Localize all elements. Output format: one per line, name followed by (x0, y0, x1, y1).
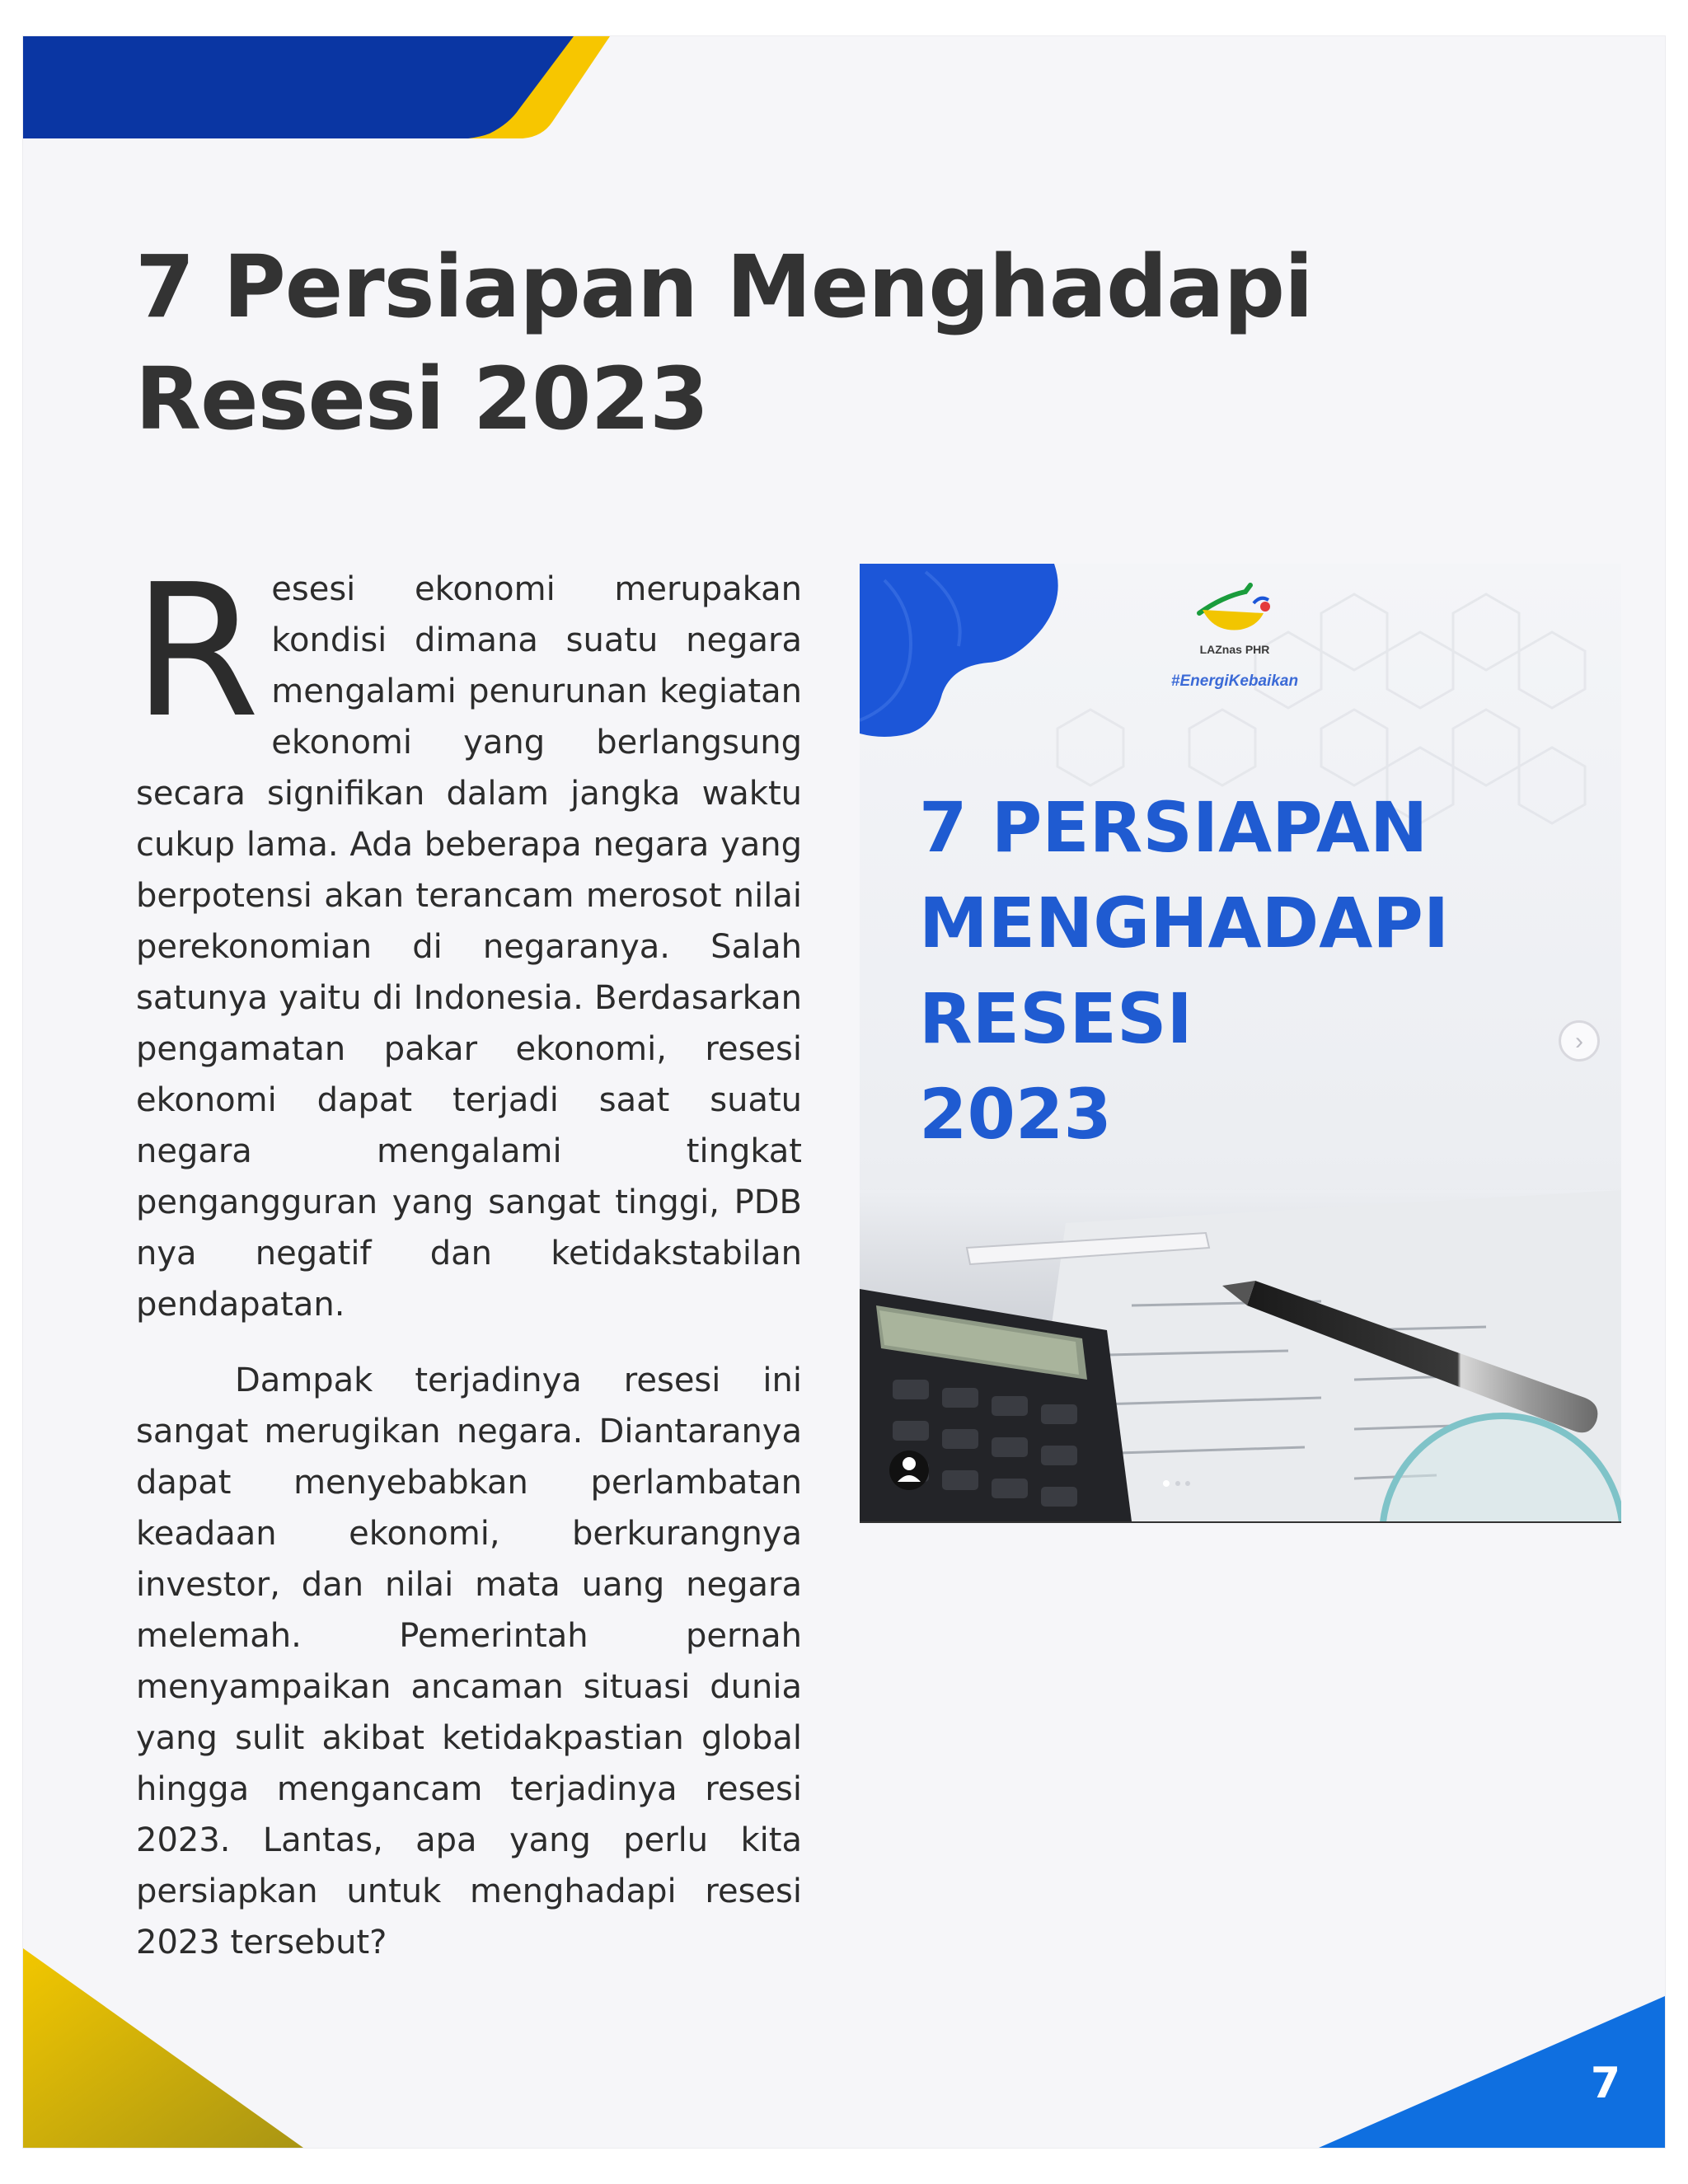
footer-left-decoration (23, 1948, 320, 2148)
illustration-title-line-3: RESESI (919, 978, 1193, 1059)
paragraph-2: Dampak terjadinya resesi ini sangat merugikan negara. Diantaranya dapat menyebabkan perlambatan keadaan ekonomi, berkurangnya investor, dan nilai mata uang negara melemah. Pemerintah pernah menyampaikan ancaman situasi dunia yang sulit akibat ketidakpastian global hingga mengancam terjadinya resesi 2023. Lantas, apa yang perlu kita persiapkan untuk menghadapi resesi 2023 tersebut? (136, 1361, 802, 1961)
page-title-line-2: Resesi 2023 (135, 349, 709, 449)
page-number: 7 (1590, 2059, 1621, 2108)
article-body (133, 546, 802, 1968)
illustration-title-line-4: 2023 (919, 1074, 1112, 1155)
logo-name: LAZnas PHR (1199, 643, 1270, 656)
paragraph-1-text: esesi ekonomi merupakan kondisi dimana suatu negara mengalami penurunan kegiatan ekonomi yang berlangsung secara signifikan dalam jangka waktu cukup lama. Ada beberapa negara yang berpotensi akan terancam merosot nilai perekonomian di negaranya. Salah satunya yaitu di Indonesia. Berdasarkan pengamatan pakar ekonomi, resesi ekonomi dapat terjadi saat suatu negara mengalami tingkat pengangguran yang sangat tinggi, PDB nya negatif dan ketidakstabilan pendapatan. (136, 570, 802, 1324)
article-illustration (860, 564, 1621, 1523)
document-page (23, 36, 1665, 2148)
illustration-title-line-2: MENGHADAPI (919, 883, 1450, 963)
user-badge-icon (889, 1451, 929, 1490)
drop-cap: R (133, 546, 260, 758)
paragraph-1 (133, 546, 802, 1330)
illustration-title-line-1: 7 PERSIAPAN (919, 787, 1428, 868)
hashtag: #EnergiKebaikan (1170, 673, 1299, 690)
chevron-right-icon[interactable]: › (1559, 1020, 1600, 1062)
header-decoration (23, 36, 649, 143)
page-title-line-1: 7 Persiapan Menghadapi (135, 237, 1313, 337)
laznas-logo-icon (1199, 585, 1270, 630)
page-title (135, 231, 1372, 455)
illustration-title (919, 780, 1449, 1162)
